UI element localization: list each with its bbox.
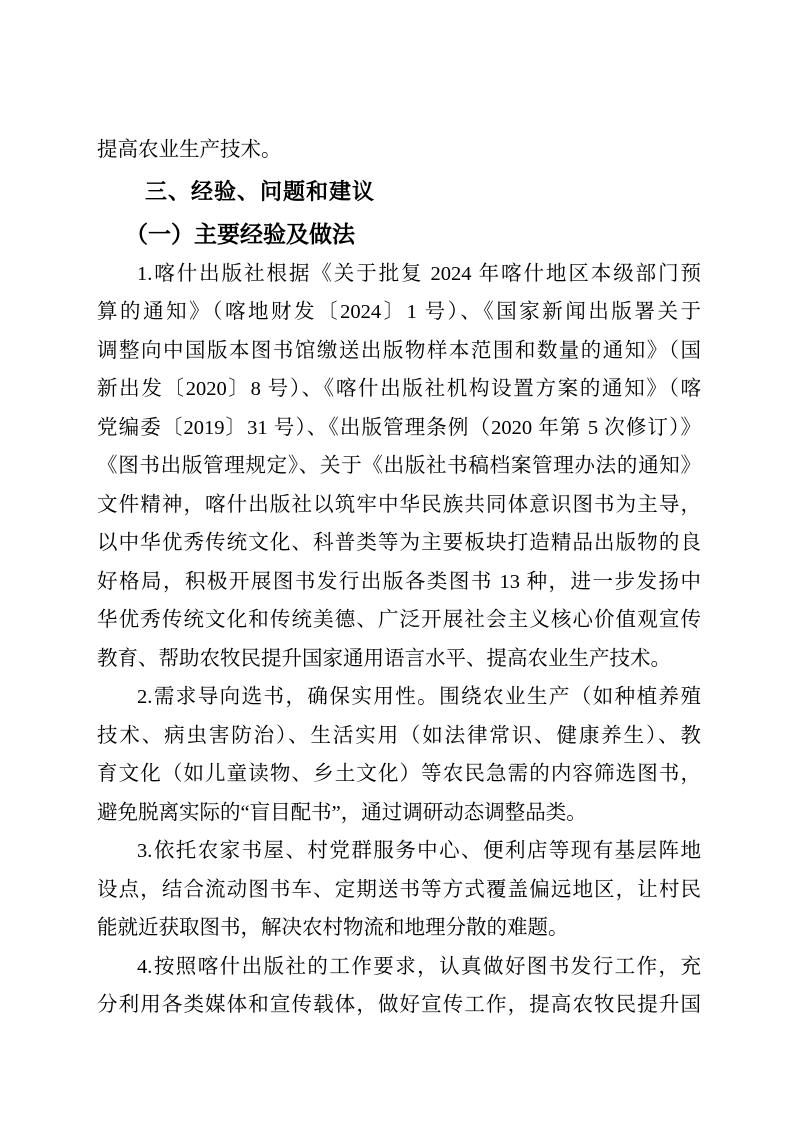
body-text-line: 算的通知》（喀地财发〔2024〕1 号）、《国家新闻出版署关于 [97,301,701,323]
body-text-line: 4.按照喀什出版社的工作要求，认真做好图书发行工作，充 [137,955,701,978]
body-text-line: 党编委〔2019〕31 号）、《出版管理条例（2020 年第 5 次修订）》 [97,416,701,439]
body-text-line: 好格局，积极开展图书发行出版各类图书 13 种，进一步发扬中 [97,570,701,593]
body-text-line: 调整向中国版本图书馆缴送出版物样本范围和数量的通知》（国 [97,339,701,362]
body-text-line: 2.需求导向选书，确保实用性。围绕农业生产（如种植养殖 [137,686,701,708]
body-text-line: 新出发〔2020〕8 号）、《喀什出版社机构设置方案的通知》（喀 [97,378,701,400]
body-text-line: 文件精神，喀什出版社以筑牢中华民族共同体意识图书为主导， [97,493,701,516]
body-text-line: 华优秀传统文化和传统美德、广泛开展社会主义核心价值观宣传 [97,609,701,631]
body-text-line: 《图书出版管理规定》、关于《出版社书稿档案管理办法的通知》 [97,455,701,477]
body-text-line: 避免脱离实际的“盲目配书”，通过调研动态调整品类。 [97,801,587,824]
document-content [97,131,701,1025]
body-text-line: 设点，结合流动图书车、定期送书等方式覆盖偏远地区，让村民 [97,878,701,901]
body-text-line: 3.依托农家书屋、村党群服务中心、便利店等现有基层阵地 [137,840,701,862]
body-text-line: 提高农业生产技术。 [97,139,282,161]
body-text-line: 育文化（如儿童读物、乡土文化）等农民急需的内容筛选图书， [97,763,701,785]
body-text-line: 能就近获取图书，解决农村物流和地理分散的难题。 [97,917,569,939]
body-text-line: 以中华优秀传统文化、科普类等为主要板块打造精品出版物的良 [97,532,701,554]
body-text-line: 技术、病虫害防治）、生活实用（如法律常识、健康养生）、教 [97,724,701,747]
section-heading: 三、经验、问题和建议 [145,178,376,204]
body-text-line: 教育、帮助农牧民提升国家通用语言水平、提高农业生产技术。 [97,647,671,670]
subsection-heading: （一）主要经验及做法 [125,220,355,247]
body-text-line: 1.喀什出版社根据《关于批复 2024 年喀什地区本级部门预 [137,262,701,285]
body-text-line: 分利用各类媒体和宣传载体，做好宣传工作，提高农牧民提升国 [97,994,701,1016]
